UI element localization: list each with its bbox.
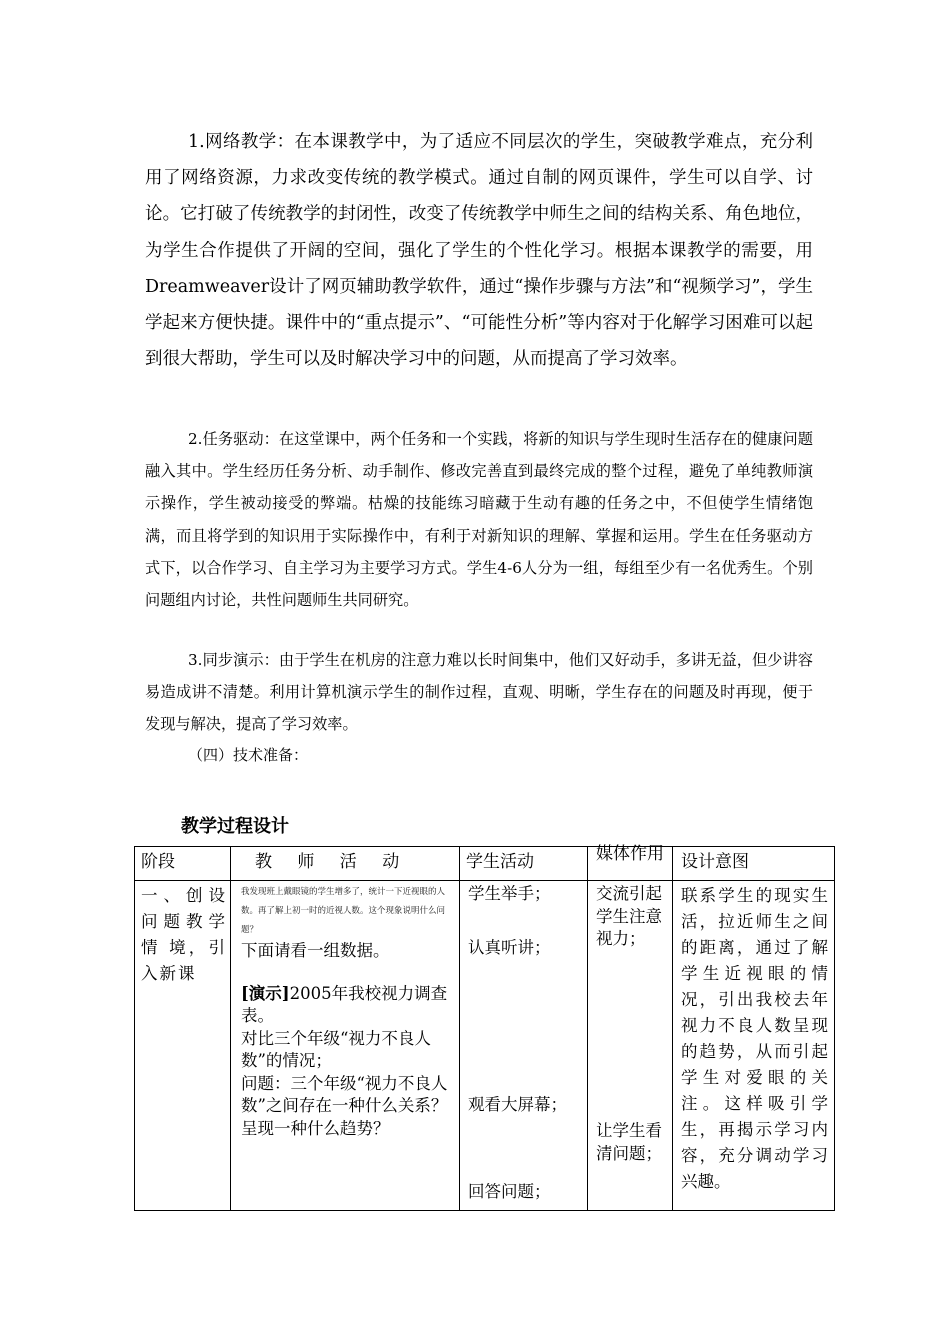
header-design-intent: 设计意图 [673,847,835,881]
section-title: 教学过程设计 [181,816,289,837]
student-item: 观看大屏幕； [468,1095,567,1114]
cell-stage: 一、创设问题教学情 境，引入新课 [135,881,231,1211]
teacher-line: 问题：三个年级“视力不良人数”之间存在一种什么关系？呈现一种什么趋势？ [241,1073,448,1138]
teacher-line: 下面请看一组数据。 [241,941,390,960]
student-item: 认真听讲； [468,938,551,957]
table-header-row [135,847,835,881]
cell-teacher-activity [231,881,460,1211]
table-row [135,881,835,1211]
paragraph-tech-prep: （四）技术准备： [188,746,309,764]
cell-media-role [588,881,673,1211]
paragraph-task-driven: 2.任务驱动：在这堂课中，两个任务和一个实践，将新的知识与学生现时生活存在的健康问题融入其中。学生经历任务分析、动手制作、修改完善直到最终完成的整个过程，避免了单纯教师演示操作，学生被动接受的弊端。枯燥的技能练习暗藏于生动有趣的任务之中，不但使学生情绪饱满，而且将学到的知识用于实际操作中，有利于对新知识的理解、掌握和运用。学生在任务驱动方式下，以合作学习、自主学习为主要学习方式。学生4-6人分为一组，每组至少有一名优秀生。个别问题组内讨论，共性问题师生共同研究。 [145,430,813,610]
header-media-role: 媒体作用 [588,847,673,881]
header-student-activity: 学生活动 [460,847,588,881]
cell-design-intent: 联系学生的现实生活，拉近师生之间的距离，通过了解学生近视眼的情况，引出我校去年视力不良人数呈现的趋势，从而引起学生对爱眼的关注。这样吸引学生，再揭示学习内容，充分调动学习兴趣。 [673,881,835,1211]
student-item: 学生举手； [468,884,551,903]
media-item: 交流引起学生注意视力； [596,884,662,948]
teacher-note-small: 我发现班上戴眼镜的学生增多了，统计一下近视眼的人数。再了解上初一时的近视人数。这个现象说明什么问题？ [241,887,446,935]
media-item: 让学生看清问题； [596,1121,662,1163]
teacher-gap [241,963,455,983]
header-stage: 阶段 [135,847,231,881]
header-teacher-activity: 教 师 活 动 [231,847,460,881]
paragraph-network-teaching: 1.网络教学：在本课教学中，为了适应不同层次的学生，突破教学难点，充分利用了网络资源，力求改变传统的教学模式。通过自制的网页课件，学生可以自学、讨论。它打破了传统教学的封闭性，改变了传统教学中师生之间的结构关系、角色地位，为学生合作提供了开阔的空间，强化了学生的个性化学习。根据本课教学的需要，用Dreamweaver设计了网页辅助教学软件，通过“操作步骤与方法”和“视频学习”，学生学起来方便快捷。课件中的“重点提示”、“可能性分析”等内容对于化解学习困难可以起到很大帮助，学生可以及时解决学习中的问题，从而提高了学习效率。 [145,132,813,370]
teacher-line: [演示]2005年我校视力调查表。 [241,983,448,1025]
paragraph-sync-demo: 3.同步演示：由于学生在机房的注意力难以长时间集中，他们又好动手，多讲无益，但少讲容易造成讲不清楚。利用计算机演示学生的制作过程，直观、明晰，学生存在的问题及时再现，便于发现与解决，提高了学习效率。 [145,651,813,734]
student-item: 回答问题； [468,1182,551,1201]
teaching-process-table [134,846,835,1211]
cell-student-activity [460,881,588,1211]
teacher-line: 对比三个年级“视力不良人数”的情况； [241,1028,431,1070]
